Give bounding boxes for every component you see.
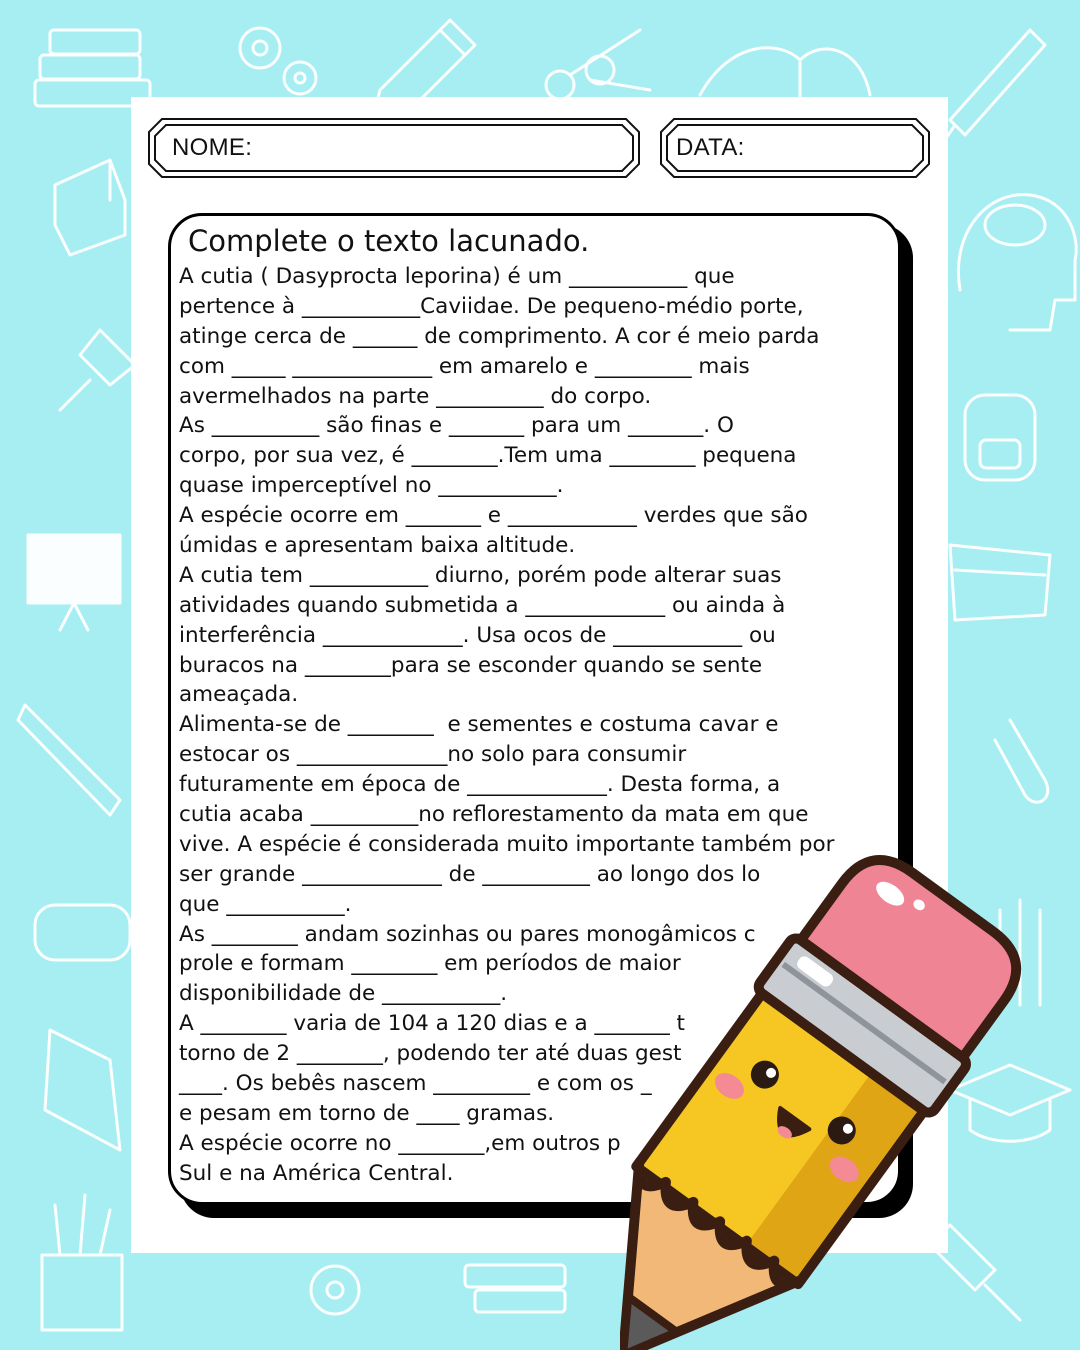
- text-line: quase imperceptível no ___________.: [179, 473, 564, 499]
- brain-head-icon: [958, 195, 1076, 330]
- text-line: pertence à ___________Caviidae. De pequeno-médio porte,: [179, 293, 804, 319]
- text-line: que ___________.: [179, 891, 352, 917]
- ballpoint-pen-icon: [18, 705, 120, 815]
- text-line: ameaçada.: [179, 682, 299, 708]
- gear-bottom-icon: [311, 1266, 359, 1314]
- text-line: vive. A espécie é considerada muito importante também por: [179, 831, 835, 857]
- text-line: Sul e na América Central.: [179, 1160, 454, 1186]
- text-line: A cutia ( Dasyprocta leporina) é um ___________ que: [179, 264, 735, 289]
- text-line: e pesam em torno de ____ gramas.: [179, 1100, 555, 1126]
- text-line: cutia acaba __________no reflorestamento da mata em que: [179, 802, 809, 828]
- text-line: disponibilidade de ___________.: [179, 981, 508, 1007]
- text-line: futuramente em época de _____________. Desta forma, a: [179, 772, 781, 798]
- text-line: prole e formam ________ em períodos de maior: [179, 951, 681, 977]
- text-line: ser grande _____________ de __________ ao longo dos lo: [179, 861, 761, 887]
- books-bottom-icon: [465, 1265, 565, 1312]
- scissors-icon: [546, 30, 650, 99]
- pencil-left-icon: [45, 1030, 120, 1150]
- paperclip-icon: [995, 720, 1048, 802]
- text-line: A cutia tem ___________ diurno, porém pode alterar suas: [179, 562, 782, 588]
- notebook-icon: [700, 48, 870, 100]
- text-line: interferência _____________. Usa ocos de ____________ ou: [179, 622, 776, 648]
- text-line: atinge cerca de ______ de comprimento. A cor é meio parda: [179, 323, 820, 349]
- text-line: ____. Os bebês nascem _________ e com os _: [179, 1071, 652, 1097]
- pencil-sharpener-icon: [55, 160, 125, 255]
- pencil-case-icon: [950, 545, 1050, 620]
- text-line: atividades quando submetida a _____________ ou ainda à: [179, 592, 786, 618]
- date-label: DATA:: [676, 134, 745, 161]
- pen-icon: [945, 30, 1045, 140]
- easel-board-icon: [28, 535, 120, 630]
- text-line: avermelhados na parte __________ do corpo.: [179, 383, 652, 409]
- name-field[interactable]: [148, 118, 640, 178]
- text-line: A ________ varia de 104 a 120 dias e a _______ t: [179, 1011, 685, 1037]
- text-line: torno de 2 ________, podendo ter até duas gest: [179, 1041, 682, 1067]
- date-field[interactable]: [660, 118, 930, 178]
- text-line: As __________ são finas e _______ para um _______. O: [179, 413, 734, 439]
- worksheet-title: Complete o texto lacunado.: [188, 224, 590, 258]
- text-line: úmidas e apresentam baixa altitude.: [179, 533, 576, 559]
- text-line: estocar os ______________no solo para consumir: [179, 742, 687, 768]
- text-line: com _____ _____________ em amarelo e _________ mais: [179, 353, 750, 379]
- text-line: As ________ andam sozinhas ou pares monogâmicos c: [179, 921, 756, 947]
- text-line: buracos na ________para se esconder quando se sente: [179, 652, 763, 678]
- books-icon: [35, 30, 150, 106]
- gears-icon: [240, 28, 316, 94]
- text-line: corpo, por sua vez, é ________.Tem uma ________ pequena: [179, 443, 797, 469]
- backpack-icon: [965, 395, 1035, 480]
- text-line: A espécie ocorre no ________,em outros p: [179, 1130, 621, 1156]
- text-line: A espécie ocorre em _______ e ____________ verdes que são: [179, 503, 808, 529]
- text-line: Alimenta-se de ________ e sementes e costuma cavar e: [179, 712, 779, 738]
- push-pin-icon: [60, 330, 135, 410]
- pencil-cup-icon: [42, 1195, 122, 1330]
- pencil-pouch-icon: [35, 905, 130, 960]
- pencil-mascot-icon: [620, 800, 1080, 1350]
- name-label: NOME:: [172, 134, 253, 161]
